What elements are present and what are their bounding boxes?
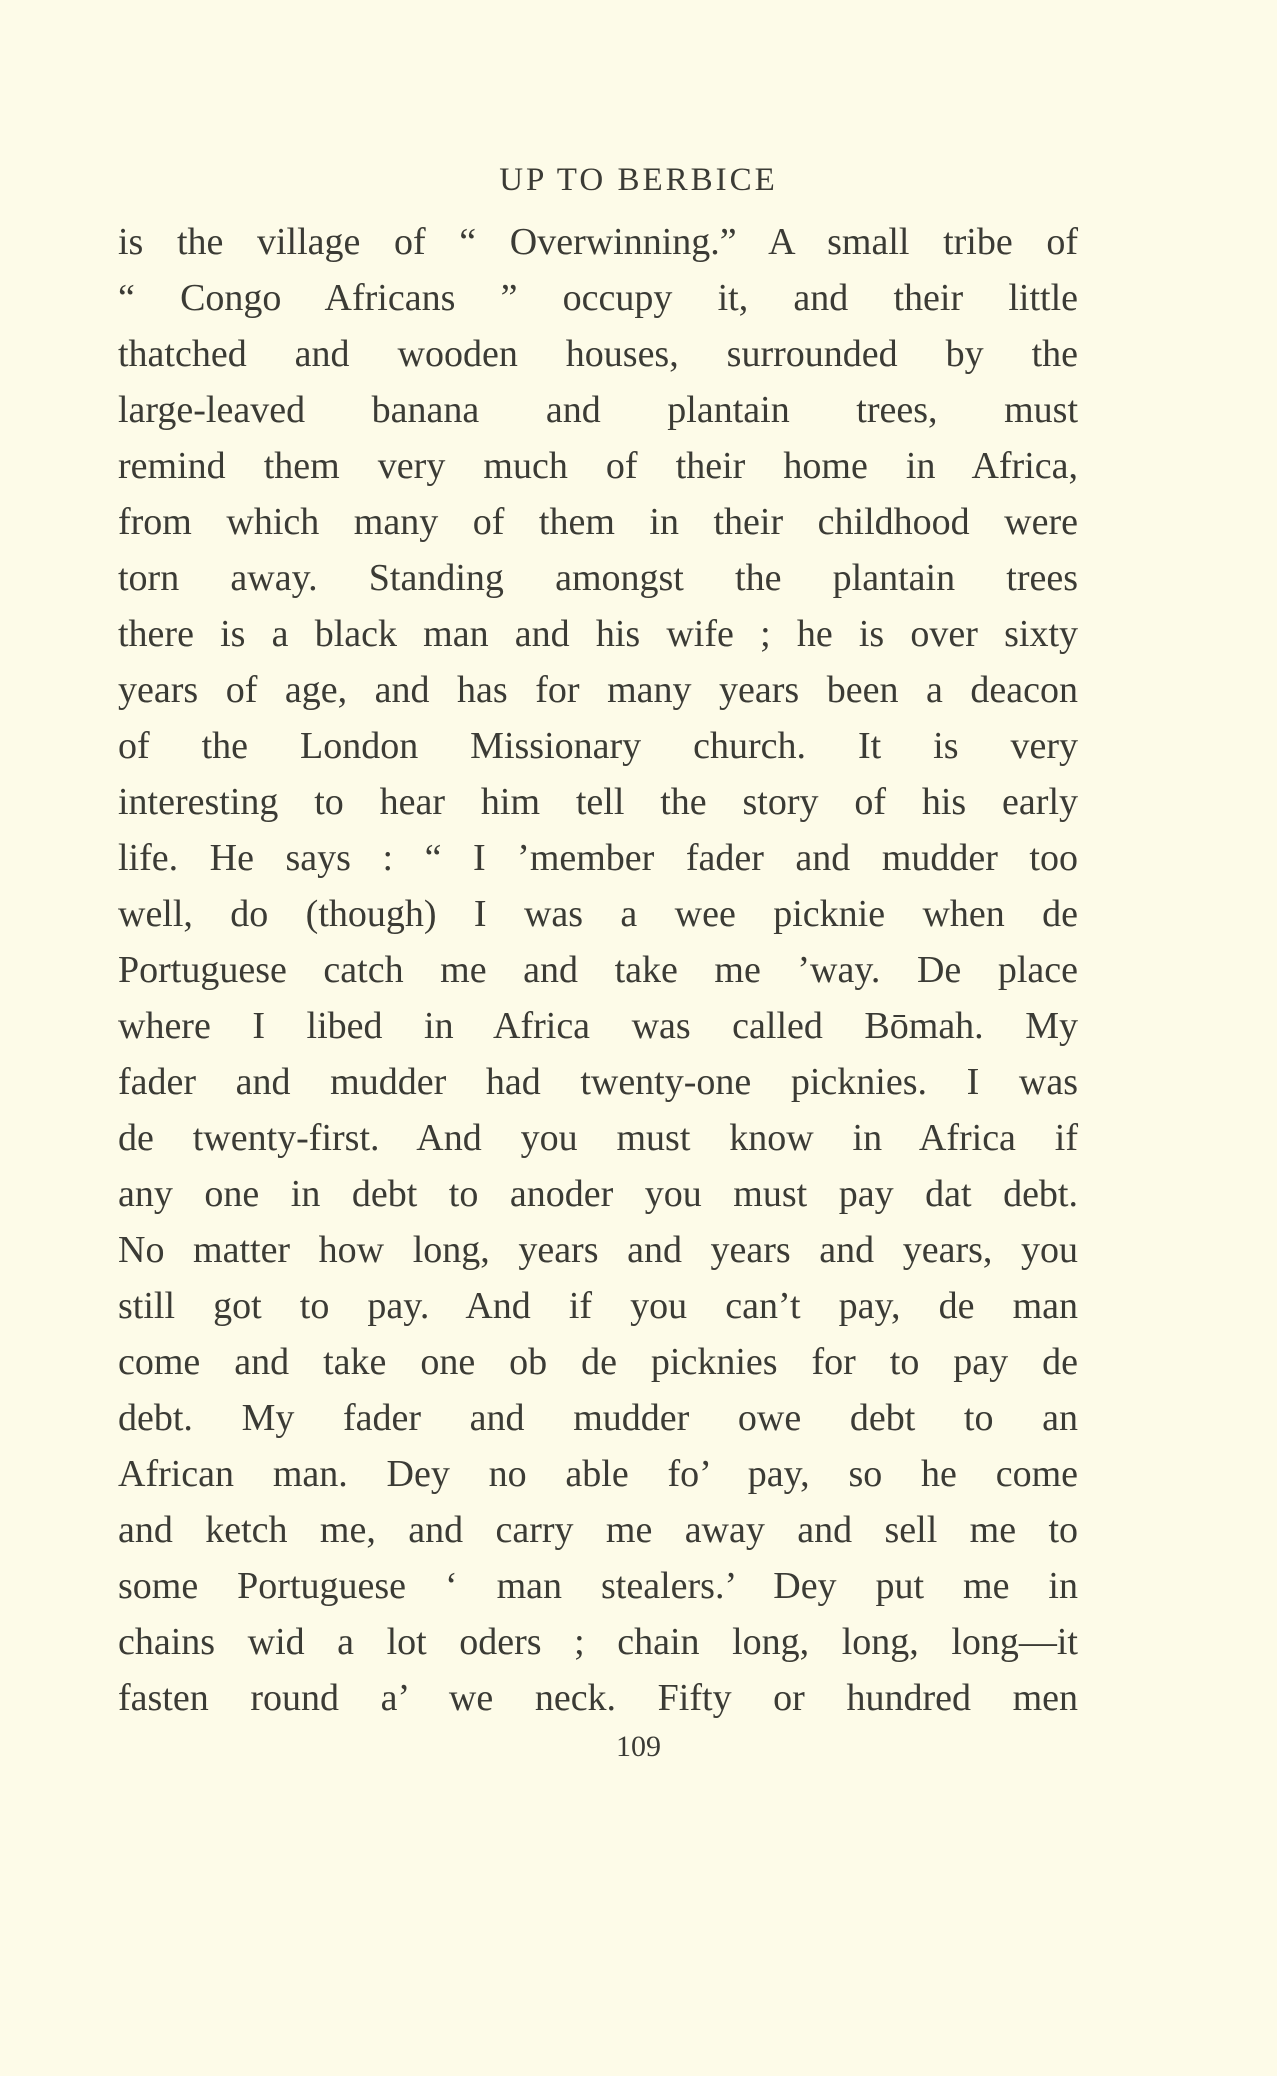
text-line: well, do (though) I was a wee picknie when de [118,893,1078,935]
text-line: still got to pay. And if you can’t pay, de man [118,1285,1078,1327]
text-line: and ketch me, and carry me away and sell me to [118,1509,1078,1551]
page-number: 109 [616,1730,661,1763]
text-line: fader and mudder had twenty-one picknies. I was [118,1061,1078,1103]
text-line: interesting to hear him tell the story of his early [118,781,1078,823]
text-line: is the village of “ Overwinning.” A small tribe of [118,221,1078,263]
text-line: fasten round a’ we neck. Fifty or hundred men [118,1677,1078,1719]
text-line: de twenty-first. And you must know in Africa if [118,1117,1078,1159]
text-line: where I libed in Africa was called Bōmah. My [118,1005,1078,1047]
text-line: debt. My fader and mudder owe debt to an [118,1397,1078,1439]
text-line: remind them very much of their home in Africa, [118,445,1078,487]
text-line: “ Congo Africans ” occupy it, and their little [118,277,1078,319]
text-line: large-leaved banana and plantain trees, must [118,389,1078,431]
text-line: thatched and wooden houses, surrounded by the [118,333,1078,375]
text-line: some Portuguese ‘ man stealers.’ Dey put me in [118,1565,1078,1607]
text-line: any one in debt to anoder you must pay dat debt. [118,1173,1078,1215]
text-line: there is a black man and his wife ; he is over sixty [118,613,1078,655]
text-line: No matter how long, years and years and years, you [118,1229,1078,1271]
text-line: chains wid a lot oders ; chain long, long, long—it [118,1621,1078,1663]
text-line: years of age, and has for many years been a deacon [118,669,1078,711]
body-text [118,214,1078,1726]
text-line: of the London Missionary church. It is very [118,725,1078,767]
text-line: African man. Dey no able fo’ pay, so he come [118,1453,1078,1495]
text-line: Portuguese catch me and take me ’way. De place [118,949,1078,991]
text-line: torn away. Standing amongst the plantain trees [118,557,1078,599]
running-head: UP TO BERBICE [499,162,778,198]
text-line: life. He says : “ I ’member fader and mudder too [118,837,1078,879]
text-line: come and take one ob de picknies for to pay de [118,1341,1078,1383]
text-line: from which many of them in their childhood were [118,501,1078,543]
